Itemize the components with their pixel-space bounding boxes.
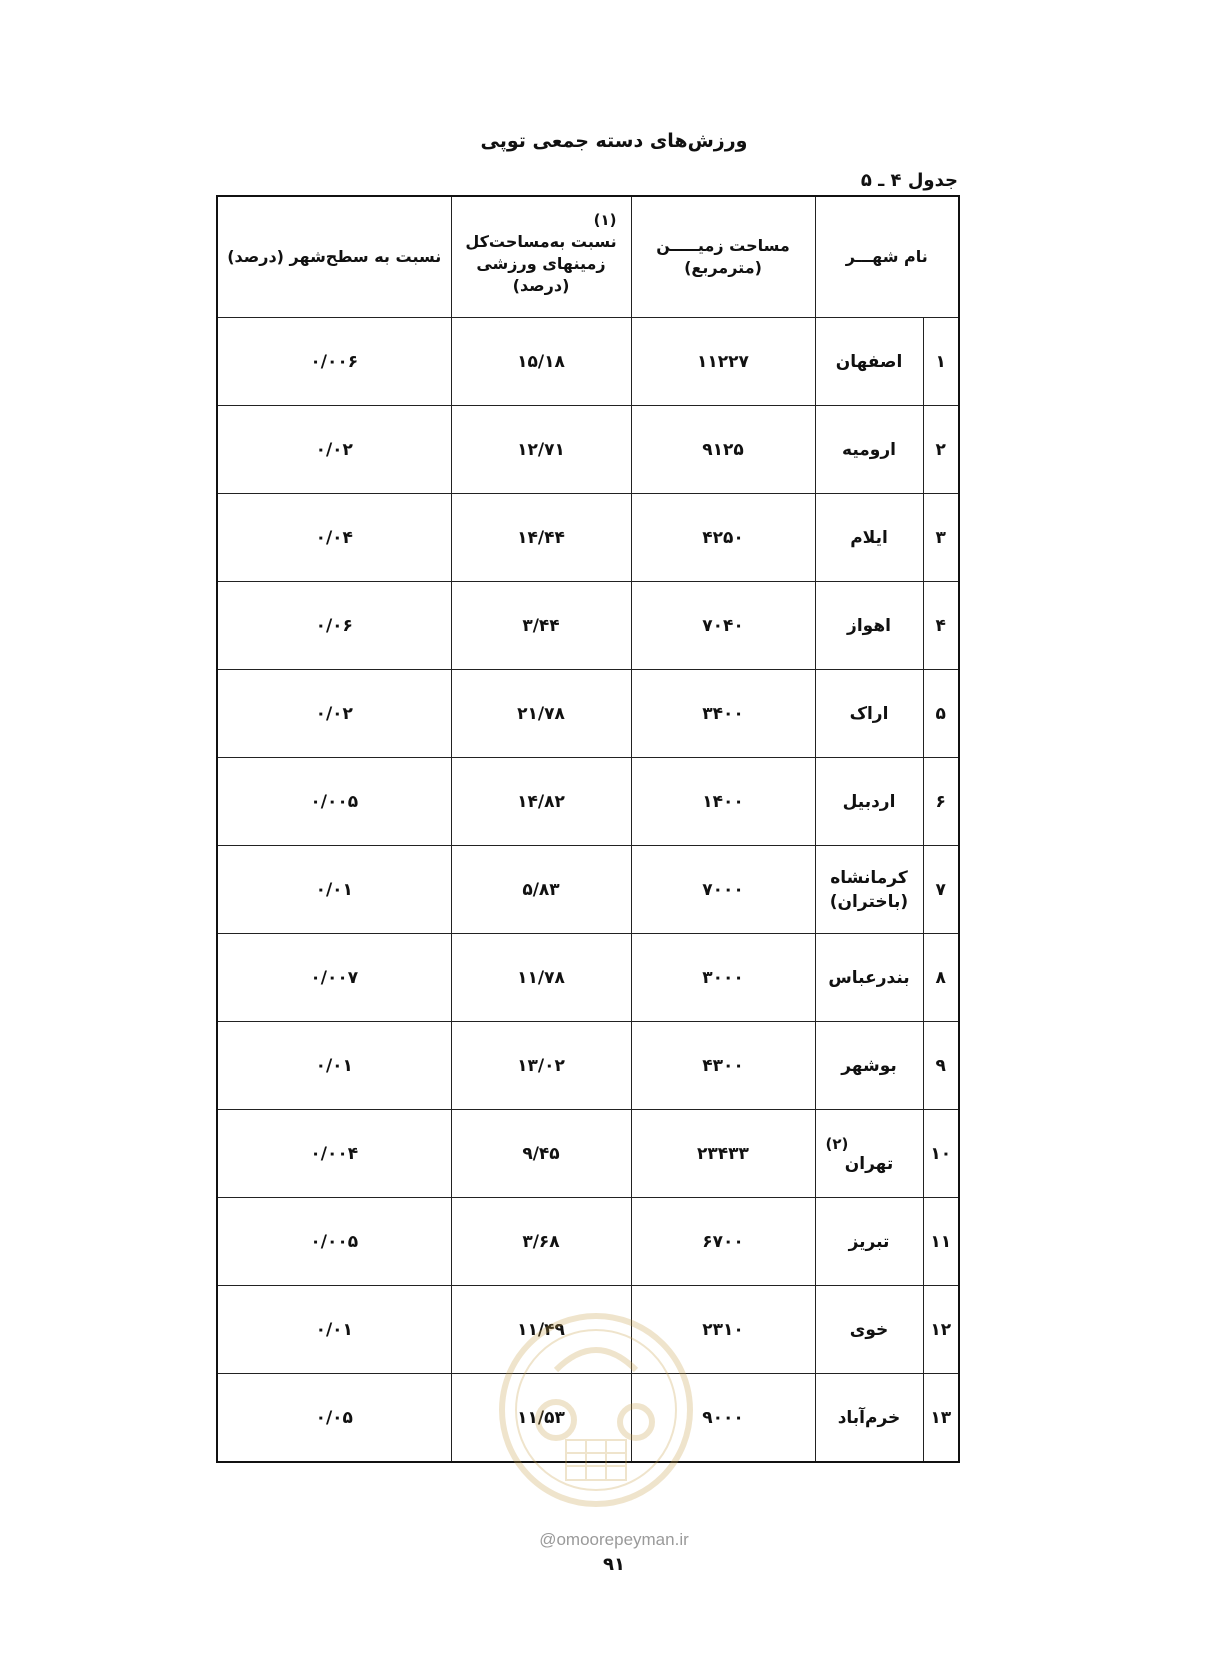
city-label: اراک (849, 703, 889, 724)
area-value: ۱۴۰۰ (631, 758, 815, 846)
ratio-sports-value: ۱۱/۴۹ (451, 1286, 631, 1374)
city-name (815, 406, 923, 494)
table-row (217, 494, 959, 582)
table-row (217, 670, 959, 758)
row-number: ۳ (923, 494, 959, 582)
ratio-city-value: ۰/۰۲ (217, 406, 451, 494)
header-ratio-sports (451, 196, 631, 318)
row-number: ۶ (923, 758, 959, 846)
ratio-city-value: ۰/۰۰۵ (217, 758, 451, 846)
area-value: ۱۱۲۲۷ (631, 318, 815, 406)
ratio-sports-value: ۱۴/۸۲ (451, 758, 631, 846)
city-name (815, 1198, 923, 1286)
table-label: جدول ۴ ـ ۵ (860, 170, 958, 191)
table-row (217, 1110, 959, 1198)
table-row (217, 1198, 959, 1286)
ratio-city-value: ۰/۰۰۴ (217, 1110, 451, 1198)
area-value: ۲۳۱۰ (631, 1286, 815, 1374)
city-name (815, 318, 923, 406)
city-name (815, 494, 923, 582)
table-row (217, 1286, 959, 1374)
table-row (217, 406, 959, 494)
city-name (815, 846, 923, 934)
row-number: ۵ (923, 670, 959, 758)
ratio-sports-value: ۱۱/۷۸ (451, 934, 631, 1022)
ratio-city-value: ۰/۰۱ (217, 1022, 451, 1110)
header-ratio-sports-note: (۱) (593, 211, 617, 229)
city-name (815, 582, 923, 670)
header-area: مساحت زمیـــــن (مترمربع) (631, 196, 815, 318)
ratio-city-value: ۰/۰۰۷ (217, 934, 451, 1022)
city-name (815, 670, 923, 758)
ratio-sports-value: ۵/۸۳ (451, 846, 631, 934)
area-value: ۹۱۲۵ (631, 406, 815, 494)
city-name (815, 934, 923, 1022)
ratio-city-value: ۰/۰۱ (217, 1286, 451, 1374)
row-number: ۱۳ (923, 1374, 959, 1463)
row-number: ۲ (923, 406, 959, 494)
data-table (216, 195, 960, 1463)
ratio-city-value: ۰/۰۵ (217, 1374, 451, 1463)
ratio-sports-value: ۱۴/۴۴ (451, 494, 631, 582)
city-label: تبریز (848, 1231, 890, 1252)
city-footnote: (۲) (825, 1134, 849, 1153)
row-number: ۱۱ (923, 1198, 959, 1286)
city-label: اردبیل (842, 791, 896, 812)
page-number: ۹۱ (603, 1554, 625, 1575)
watermark-url: @omoorepeyman.ir (539, 1530, 689, 1549)
ratio-sports-value: ۱۵/۱۸ (451, 318, 631, 406)
ratio-sports-value: ۹/۴۵ (451, 1110, 631, 1198)
area-value: ۴۳۰۰ (631, 1022, 815, 1110)
area-value: ۷۰۰۰ (631, 846, 815, 934)
area-value: ۳۴۰۰ (631, 670, 815, 758)
area-value: ۴۲۵۰ (631, 494, 815, 582)
area-value: ۲۳۴۳۳ (631, 1110, 815, 1198)
header-ratio-sports-label: نسبت به‌مساحت‌کل زمینهای ورزشی (درصد) (465, 232, 617, 295)
table-row (217, 582, 959, 670)
city-name (815, 758, 923, 846)
city-label: بوشهر (841, 1055, 897, 1076)
row-number: ۱۰ (923, 1110, 959, 1198)
ratio-sports-value: ۱۱/۵۳ (451, 1374, 631, 1463)
ratio-sports-value: ۳/۴۴ (451, 582, 631, 670)
city-label: خرم‌آباد (837, 1407, 901, 1428)
ratio-city-value: ۰/۰۰۶ (217, 318, 451, 406)
area-value: ۹۰۰۰ (631, 1374, 815, 1463)
ratio-sports-value: ۱۲/۷۱ (451, 406, 631, 494)
area-value: ۷۰۴۰ (631, 582, 815, 670)
ratio-city-value: ۰/۰۲ (217, 670, 451, 758)
city-label: ارومیه (842, 439, 896, 460)
city-name (815, 1374, 923, 1463)
city-label: اصفهان (835, 351, 903, 372)
ratio-sports-value: ۳/۶۸ (451, 1198, 631, 1286)
header-ratio-city: نسبت به سطح‌شهر (درصد) (217, 196, 451, 318)
ratio-city-value: ۰/۰۱ (217, 846, 451, 934)
city-label: ایلام (850, 527, 888, 548)
ratio-sports-value: ۲۱/۷۸ (451, 670, 631, 758)
city-label: اهواز (847, 615, 891, 636)
row-number: ۸ (923, 934, 959, 1022)
city-label: تهران (844, 1153, 894, 1174)
city-label: بندرعباس (828, 967, 910, 988)
city-name (815, 1022, 923, 1110)
table-row (217, 758, 959, 846)
ratio-sports-value: ۱۳/۰۲ (451, 1022, 631, 1110)
city-label: خوی (849, 1319, 889, 1340)
table-row (217, 1022, 959, 1110)
city-name (815, 1286, 923, 1374)
page-title: ورزش‌های دسته جمعی توپی (480, 130, 748, 152)
row-number: ۷ (923, 846, 959, 934)
area-value: ۳۰۰۰ (631, 934, 815, 1022)
table-row (217, 934, 959, 1022)
row-number: ۹ (923, 1022, 959, 1110)
table-row (217, 1374, 959, 1463)
row-number: ۱۲ (923, 1286, 959, 1374)
ratio-city-value: ۰/۰۴ (217, 494, 451, 582)
header-row (217, 196, 959, 318)
table-row (217, 318, 959, 406)
table-body (217, 318, 959, 1463)
area-value: ۶۷۰۰ (631, 1198, 815, 1286)
city-label: کرمانشاه (باختران) (829, 867, 909, 912)
table-row (217, 846, 959, 934)
row-number: ۴ (923, 582, 959, 670)
row-number: ۱ (923, 318, 959, 406)
header-city: نام شهـــر (815, 196, 959, 318)
city-name (815, 1110, 923, 1198)
ratio-city-value: ۰/۰۰۵ (217, 1198, 451, 1286)
ratio-city-value: ۰/۰۶ (217, 582, 451, 670)
